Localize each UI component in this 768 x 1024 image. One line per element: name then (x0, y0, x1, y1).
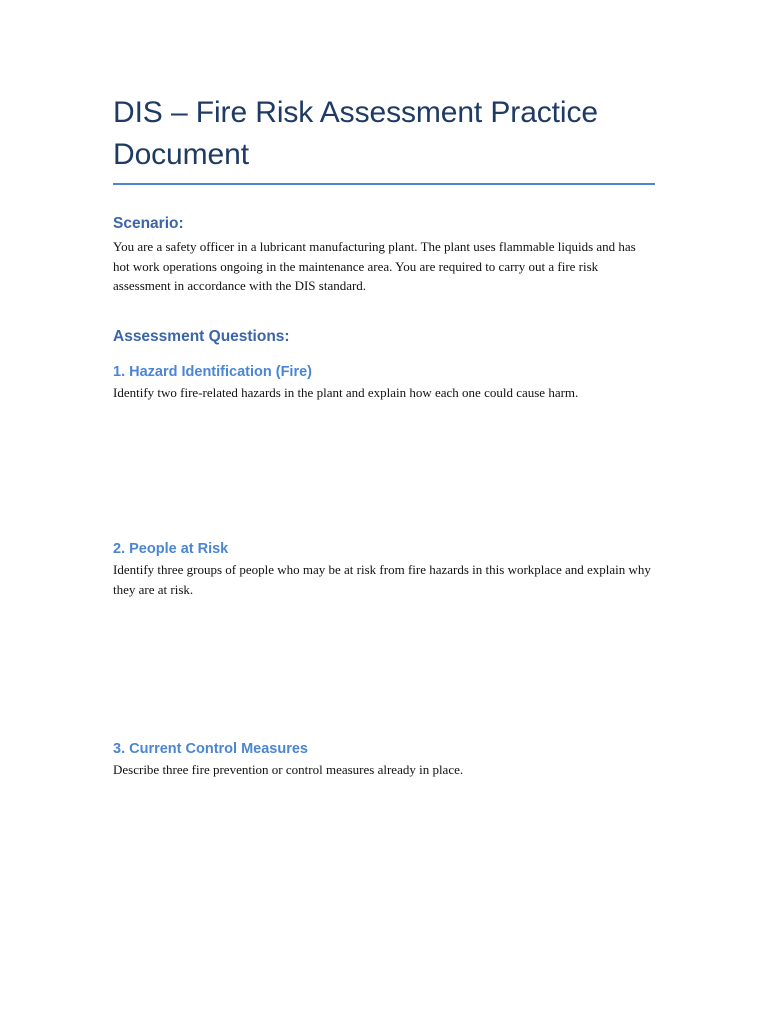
title-underline (113, 183, 655, 185)
question-2-text: Identify three groups of people who may be at risk from fire hazards in this workplace and explain why they are at risk. (113, 562, 651, 597)
question-3-text: Describe three fire prevention or control measures already in place. (113, 762, 464, 777)
document-page (113, 92, 655, 780)
question-1-heading: 1. Hazard Identification (Fire) (113, 363, 312, 380)
document-title: DIS – Fire Risk Assessment Practice Document (113, 96, 598, 171)
scenario-heading: Scenario: (113, 215, 184, 232)
question-3-heading: 3. Current Control Measures (113, 741, 308, 757)
question-1-text: Identify two fire-related hazards in the plant and explain how each one could cause harm. (113, 384, 579, 400)
question-2-heading: 2. People at Risk (113, 541, 229, 557)
assessment-questions-heading: Assessment Questions: (113, 327, 290, 345)
scenario-text: You are a safety officer in a lubricant manufacturing plant. The plant uses flammable liquids and has hot work operations ongoing in the maintenance area. You are required to carry out a fire risk assessment in accordance with the DIS standard. (113, 239, 636, 293)
